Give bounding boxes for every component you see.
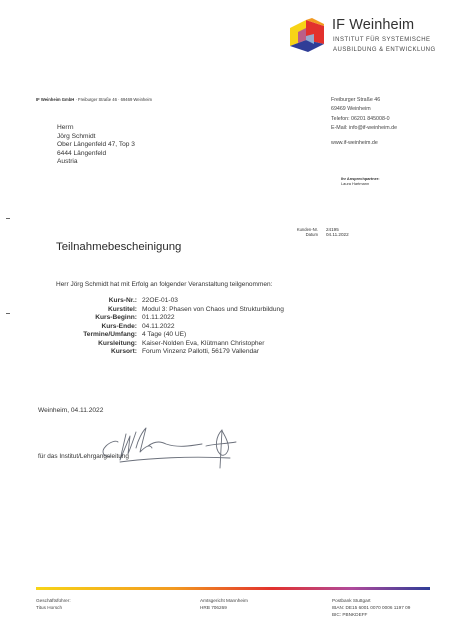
footer-register: Amtsgericht Mannheim HRB 706269 xyxy=(200,598,248,610)
customer-number: 24195 xyxy=(326,227,339,232)
recipient-address: Herrn Jörg Schmidt Ober Längenfeld 47, Top 3 6444 Längenfeld Austria xyxy=(57,124,135,165)
course-field-row: Kursort: Forum Vinzenz Pallotti, 56179 Vallendar xyxy=(110,348,260,355)
course-field-row: Kurs-Beginn: 01.11.2022 xyxy=(95,314,175,321)
signature-caption: für das Institut/Lehrgangsleitung xyxy=(38,453,129,460)
scan-mark xyxy=(6,218,10,219)
intro-text: Herr Jörg Schmidt hat mit Erfolg an folgender Veranstaltung teilgenommen: xyxy=(56,281,273,288)
scan-mark xyxy=(6,313,10,314)
org-subtitle: INSTITUT FÜR SYSTEMISCHE AUSBILDUNG & ENTWICKLUNG xyxy=(333,37,436,53)
place-date: Weinheim, 04.11.2022 xyxy=(38,407,104,414)
contact-person: Ihr Ansprechpartner: Laura Hartmann xyxy=(341,176,380,187)
meta-labels: Kunden-Nr. Datum xyxy=(296,227,318,238)
course-field-row: Kursleitung: Kaiser-Nolden Eva, Klütmann Christopher xyxy=(98,339,265,347)
course-details xyxy=(56,297,356,357)
if-weinheim-logo-icon xyxy=(284,14,328,58)
course-field-row: Kurs-Ende: 04.11.2022 xyxy=(101,322,175,330)
website-link[interactable]: www.if-weinheim.de xyxy=(331,140,378,146)
course-field-row: Termine/Umfang: 4 Tage (40 UE) xyxy=(83,331,187,338)
handwritten-signature-icon xyxy=(90,418,250,470)
org-address: Freiburger Straße 46 69469 Weinheim Telefon: 06201 845008-0 E-Mail: info@if-weinheim.de xyxy=(331,96,397,133)
meta-values xyxy=(326,227,349,238)
footer-management: Geschäftsführer: Titus Horsch xyxy=(36,598,71,610)
document-title: Teilnahmebescheinigung xyxy=(56,241,182,253)
footer-divider xyxy=(36,587,430,590)
sender-line: IF Weinheim GmbH · Freiburger Straße 46 · 69469 Weinheim xyxy=(36,97,152,102)
email-link[interactable]: E-Mail: info@if-weinheim.de xyxy=(331,124,398,131)
course-field-row: Kurs-Nr.: 22OE-01-03 xyxy=(108,297,178,304)
org-name: IF Weinheim xyxy=(332,17,415,33)
course-field-row: Kurstitel: Modul 3: Phasen von Chaos und Strukturbildung xyxy=(108,305,284,313)
footer-bank: Postbank Stuttgart IBAN: DE15 6001 0070 0006 1197 09 BIC: PBNKDEFF xyxy=(332,598,411,617)
document-date: 04.11.2022 xyxy=(326,232,349,238)
